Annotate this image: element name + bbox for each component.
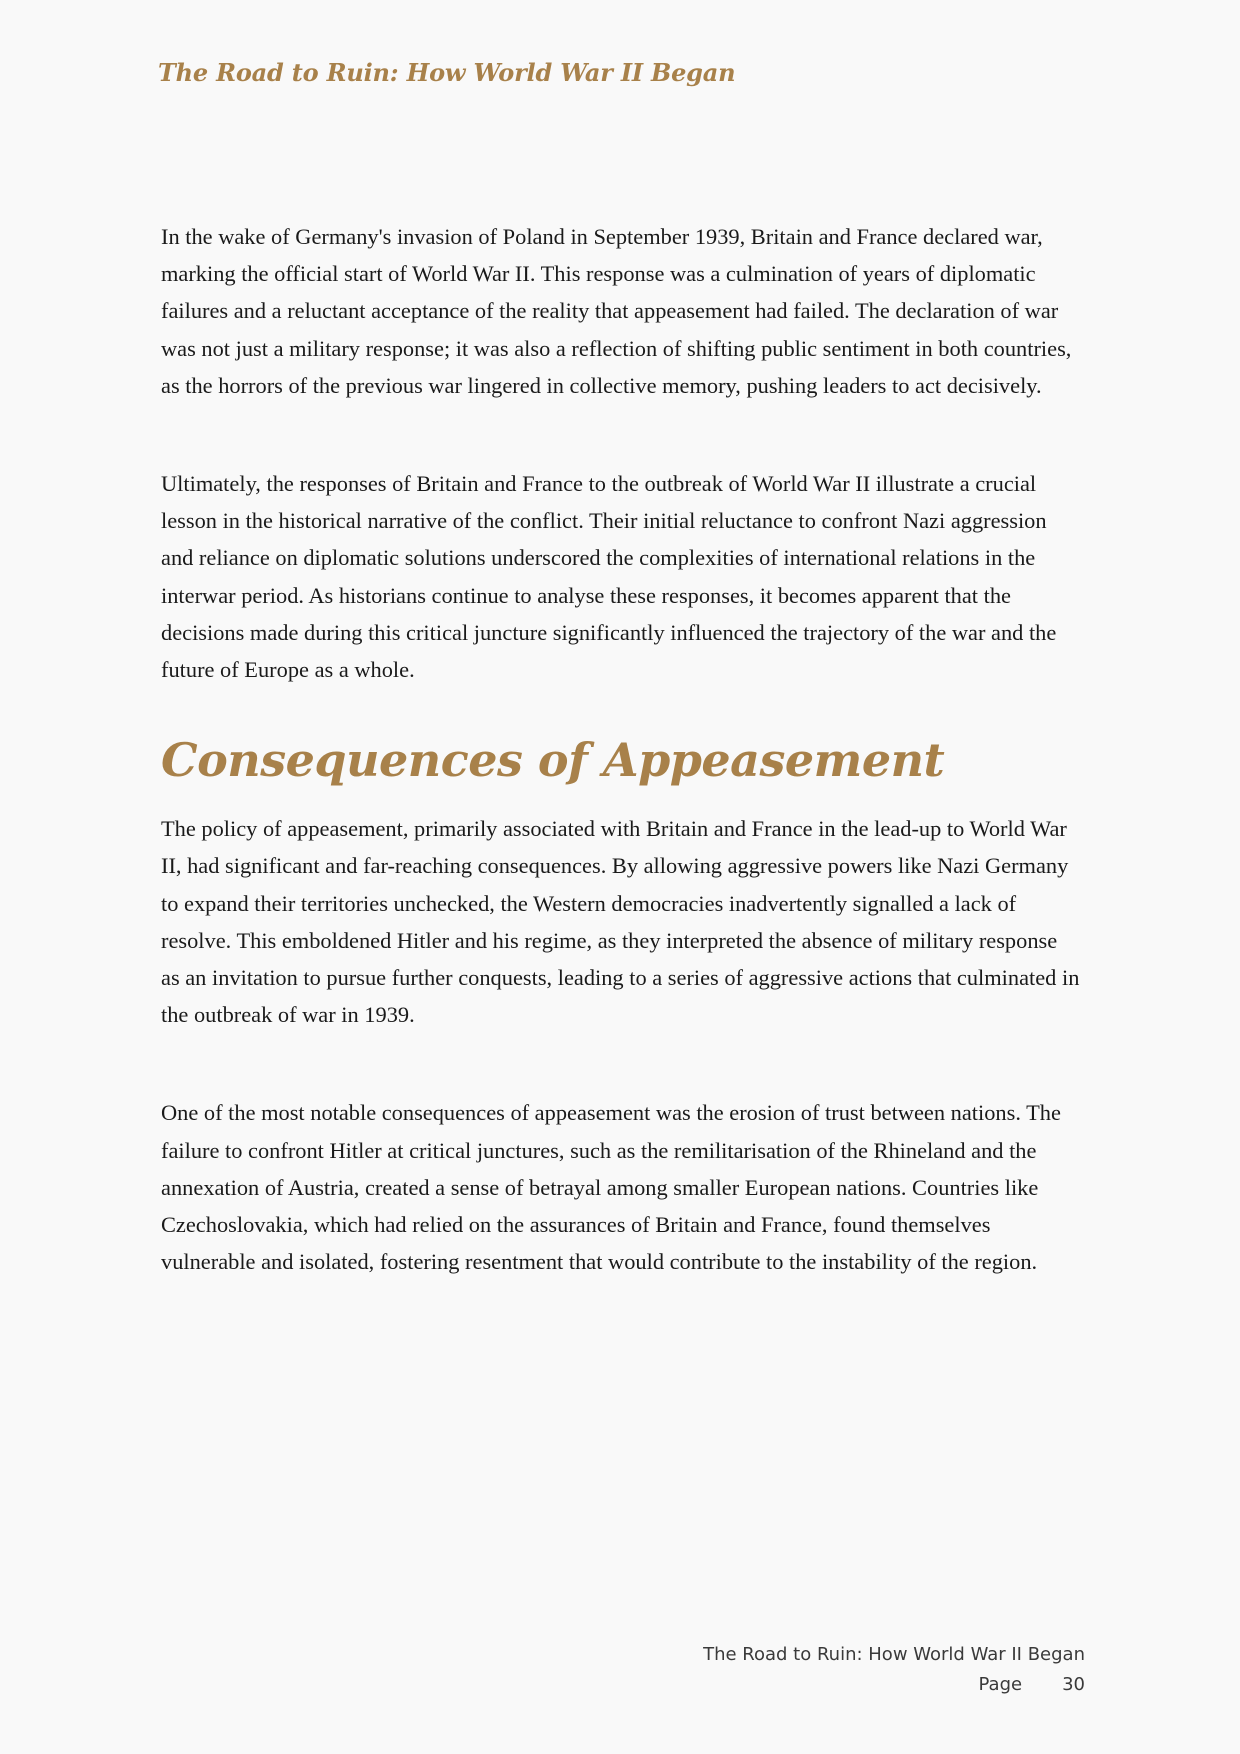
- body-paragraph-1: In the wake of Germany's invasion of Poland in September 1939, Britain and France declared war, marking the official start of World War II. This response was a culmination of years of diplomatic failures and a reluctant acceptance of the reality that appeasement had failed. The declaration of war was not just a military response; it was also a reflection of shifting public sentiment in both countries, as the horrors of the previous war lingered in collective memory, pushing leaders to act decisively.: [161, 224, 1072, 398]
- section-paragraph-1: The policy of appeasement, primarily associated with Britain and France in the lead-up to World War II, had significant and far-reaching consequences. By allowing aggressive powers like Nazi Germany to expand their territories unchecked, the Western democracies inadvertently signalled a lack of resolve. This emboldened Hitler and his regime, as they interpreted the absence of military response as an invitation to pursue further conquests, leading to a series of aggressive actions that culminated in the outbreak of war in 1939.: [161, 816, 1080, 1028]
- section-paragraph-2: One of the most notable consequences of appeasement was the erosion of trust between nations. The failure to confront Hitler at critical junctures, such as the remilitarisation of the Rhineland and the annexation of Austria, created a sense of betrayal among smaller European nations. Countries like Czechoslovakia, which had relied on the assurances of Britain and France, found themselves vulnerable and isolated, fostering resentment that would contribute to the instability of the region.: [161, 1100, 1061, 1275]
- footer-title: The Road to Ruin: How World War II Began: [703, 1644, 1085, 1665]
- footer-page-line: [703, 1670, 1085, 1700]
- page-body: [161, 218, 1081, 1280]
- page-footer: [703, 1640, 1085, 1700]
- running-header-title: The Road to Ruin: How World War II Began: [158, 58, 736, 87]
- footer-page-label: Page: [978, 1674, 1023, 1695]
- footer-page-number: 30: [1062, 1674, 1085, 1695]
- section-heading: Consequences of Appeasement: [161, 733, 945, 788]
- body-paragraph-2: Ultimately, the responses of Britain and France to the outbreak of World War II illustrate a crucial lesson in the historical narrative of the conflict. Their initial reluctance to confront Nazi aggression and reliance on diplomatic solutions underscored the complexities of international relations in the interwar period. As historians continue to analyse these responses, it becomes apparent that the decisions made during this critical juncture significantly influenced the trajectory of the war and the future of Europe as a whole.: [161, 471, 1057, 683]
